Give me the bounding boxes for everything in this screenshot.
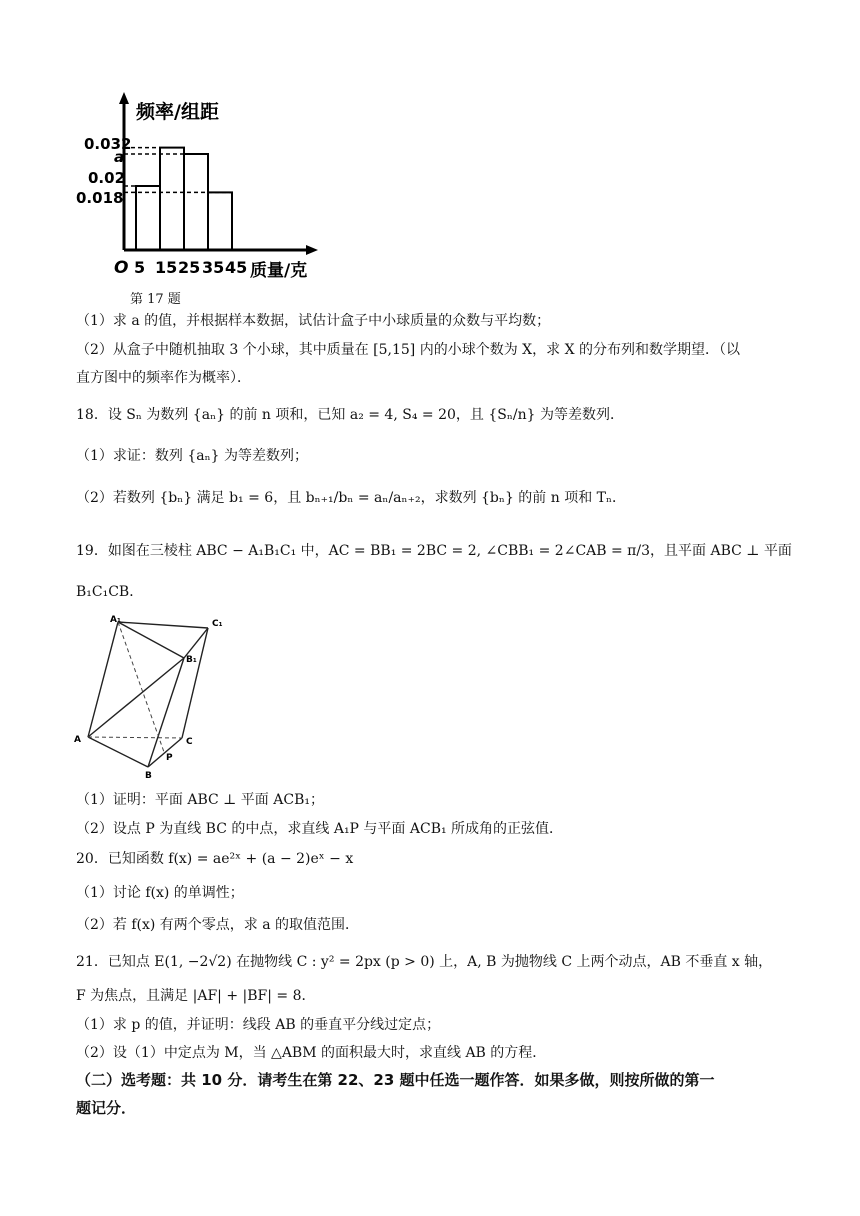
origin-label: O: [114, 258, 129, 278]
q19-part2: （2）设点 P 为直线 BC 的中点，求直线 A₁P 与平面 ACB₁ 所成角的正弦值．: [76, 821, 564, 837]
x-tick-35: 35: [202, 258, 225, 277]
q20-stem: 20．已知函数 f(x) = ae²ˣ + (a − 2)eˣ − x: [76, 851, 354, 867]
section-heading-line1: （二）选考题：共 10 分．请考生在第 22、23 题中任选一题作答．如果多做，则按所做的第一: [76, 1071, 715, 1089]
x-axis-title: 质量/克: [250, 261, 308, 281]
label-C: C: [186, 737, 193, 747]
label-P: P: [166, 753, 173, 763]
q19-stem-b: B₁C₁CB．: [76, 584, 144, 600]
x-tick-45: 45: [225, 258, 248, 277]
q20-part2: （2）若 f(x) 有两个零点，求 a 的取值范围．: [76, 917, 360, 933]
q17-part2-b: 直方图中的频率作为概率）．: [76, 370, 251, 386]
y-axis-title: 频率/组距: [136, 101, 219, 123]
y-tick-002: 0.02: [88, 169, 126, 187]
histogram-figure: [70, 90, 340, 290]
q17-part2-a: （2）从盒子中随机抽取 3 个小球，其中质量在 [5,15] 内的小球个数为 X，求 X 的分布列和数学期望．（以: [76, 342, 740, 358]
q18-part2: （2）若数列 {bₙ} 满足 b₁ = 6，且 bₙ₊₁/bₙ = aₙ/aₙ₊₂，求数列 {bₙ} 的前 n 项和 Tₙ．: [76, 490, 627, 506]
x-axis-arrow: [306, 245, 318, 255]
x-tick-15: 15: [155, 258, 178, 277]
q19-part1: （1）证明：平面 ABC ⊥ 平面 ACB₁；: [76, 792, 324, 808]
histogram-bar: [184, 154, 208, 250]
label-B1: B₁: [186, 655, 197, 665]
section-heading-line2: 题记分．: [76, 1099, 137, 1117]
q18-part1: （1）求证：数列 {aₙ} 为等差数列；: [76, 448, 309, 464]
q20-part1: （1）讨论 f(x) 的单调性；: [76, 885, 244, 901]
y-tick-0018: 0.018: [76, 189, 124, 207]
y-tick-a: a: [114, 148, 125, 166]
figure-caption: 第 17 题: [130, 292, 181, 307]
q19-stem-a: 19．如图在三棱柱 ABC − A₁B₁C₁ 中，AC = BB₁ = 2BC = 2, ∠CBB₁ = 2∠CAB = π/3，且平面 ABC ⊥ 平面: [76, 543, 792, 559]
histogram-bar: [208, 192, 232, 250]
x-tick-5: 5: [134, 258, 146, 277]
prism-figure: [70, 612, 250, 782]
label-A1: A₁: [110, 615, 121, 625]
label-B: B: [145, 771, 152, 781]
q21-stem-a: 21．已知点 E(1, −2√2) 在抛物线 C : y² = 2px (p > 0) 上，A, B 为抛物线 C 上两个动点，AB 不垂直 x 轴，: [76, 954, 773, 970]
q21-stem-b: F 为焦点，且满足 |AF| + |BF| = 8．: [76, 988, 316, 1004]
label-A: A: [74, 735, 81, 745]
y-axis-arrow: [119, 92, 129, 104]
q21-part1: （1）求 p 的值，并证明：线段 AB 的垂直平分线过定点；: [76, 1017, 441, 1033]
x-tick-25: 25: [178, 258, 201, 277]
q21-part2: （2）设（1）中定点为 M，当 △ABM 的面积最大时，求直线 AB 的方程．: [76, 1045, 547, 1061]
q17-part1: （1）求 a 的值，并根据样本数据，试估计盒子中小球质量的众数与平均数；: [76, 313, 551, 329]
y-tick-0032: 0.032: [84, 135, 132, 153]
histogram-bar: [160, 148, 184, 250]
histogram-bar: [136, 186, 160, 250]
label-C1: C₁: [212, 619, 223, 629]
q18-stem: 18．设 Sₙ 为数列 {aₙ} 的前 n 项和，已知 a₂ = 4, S₄ = 20，且 {Sₙ/n} 为等差数列．: [76, 407, 624, 423]
